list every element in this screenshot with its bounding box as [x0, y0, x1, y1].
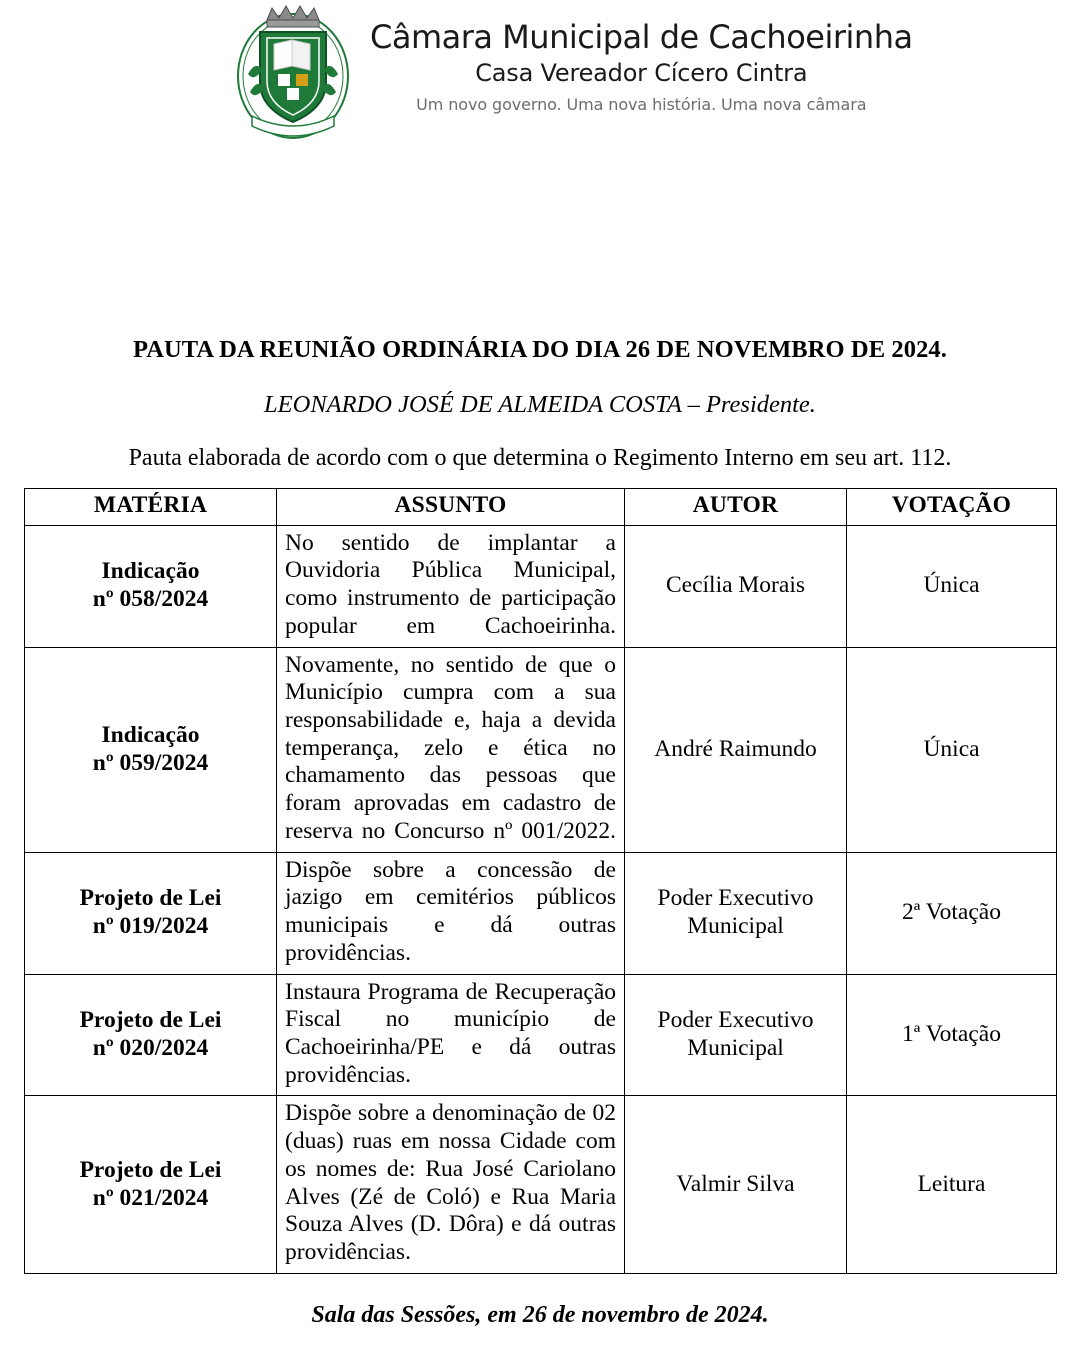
cell-votacao: 2ª Votação: [847, 852, 1057, 974]
cell-autor: Poder Executivo Municipal: [625, 974, 847, 1096]
table-header-row: [25, 489, 1057, 526]
table-row: [25, 1096, 1057, 1273]
table-row: [25, 852, 1057, 974]
materia-numero: nº 058/2024: [92, 586, 209, 613]
cell-materia: [25, 1096, 277, 1273]
table-row: [25, 647, 1057, 852]
materia-tipo: Projeto de Lei: [79, 1156, 222, 1183]
cell-assunto: Dispõe sobre a concessão de jazigo em cemitérios públicos municipais e dá outras providências.: [277, 852, 625, 974]
column-header-assunto: ASSUNTO: [277, 489, 625, 526]
document-body: [0, 150, 1080, 1329]
materia-tipo: Indicação: [101, 558, 200, 585]
agenda-table: [24, 488, 1057, 1274]
cell-autor: Valmir Silva: [625, 1096, 847, 1273]
cell-autor: André Raimundo: [625, 647, 847, 852]
cell-materia: [25, 647, 277, 852]
cell-votacao: Única: [847, 525, 1057, 647]
regiment-note: Pauta elaborada de acordo com o que determina o Regimento Interno em seu art. 112.: [128, 445, 952, 471]
session-footer: Sala das Sessões, em 26 de novembro de 2024.: [311, 1301, 769, 1328]
cell-materia: [25, 525, 277, 647]
cell-assunto: Instaura Programa de Recuperação Fiscal no município de Cachoeirinha/PE e dá outras providências.: [277, 974, 625, 1096]
header-text-block: [370, 4, 913, 114]
cell-assunto: Novamente, no sentido de que o Município cumpra com a sua responsabilidade e, haja a devida temperança, zelo e ética no chamamento das pessoas que foram aprovadas em cadastro de reserva no Concurso nº 001/2022.: [277, 647, 625, 852]
cell-assunto: No sentido de implantar a Ouvidoria Pública Municipal, como instrumento de participação popular em Cachoeirinha.: [277, 525, 625, 647]
column-header-votacao: VOTAÇÃO: [847, 489, 1057, 526]
materia-tipo: Projeto de Lei: [79, 885, 222, 912]
cell-materia: [25, 974, 277, 1096]
document-header: [0, 0, 1080, 150]
materia-numero: nº 020/2024: [92, 1034, 209, 1061]
materia-tipo: Indicação: [101, 721, 200, 748]
column-header-materia: MATÉRIA: [25, 489, 277, 526]
institution-slogan: Um novo governo. Uma nova história. Uma nova câmara: [416, 95, 867, 115]
institution-subtitle: Casa Vereador Cícero Cintra: [475, 59, 808, 88]
table-row: [25, 974, 1057, 1096]
column-header-autor: AUTOR: [625, 489, 847, 526]
cell-votacao: Leitura: [847, 1096, 1057, 1273]
crest-container: [0, 4, 370, 142]
cell-assunto: Dispõe sobre a denominação de 02 (duas) ruas em nossa Cidade com os nomes de: Rua José Cariolano Alves (Zé de Coló) e Rua Maria Souza Alves (D. Dôra) e dá outras providências.: [277, 1096, 625, 1273]
materia-tipo: Projeto de Lei: [79, 1007, 222, 1034]
materia-numero: nº 019/2024: [92, 913, 209, 940]
coat-of-arms-icon: [234, 4, 352, 142]
table-row: [25, 525, 1057, 647]
cell-votacao: Única: [847, 647, 1057, 852]
page-title: PAUTA DA REUNIÃO ORDINÁRIA DO DIA 26 DE NOVEMBRO DE 2024.: [132, 336, 948, 363]
cell-votacao: 1ª Votação: [847, 974, 1057, 1096]
president-line: LEONARDO JOSÉ DE ALMEIDA COSTA – Presidente.: [264, 391, 816, 418]
cell-autor: Poder Executivo Municipal: [625, 852, 847, 974]
top-spacer: [24, 150, 1056, 336]
cell-autor: Cecília Morais: [625, 525, 847, 647]
materia-numero: nº 021/2024: [92, 1184, 209, 1211]
institution-title: Câmara Municipal de Cachoeirinha: [370, 18, 913, 56]
materia-numero: nº 059/2024: [92, 749, 209, 776]
cell-materia: [25, 852, 277, 974]
